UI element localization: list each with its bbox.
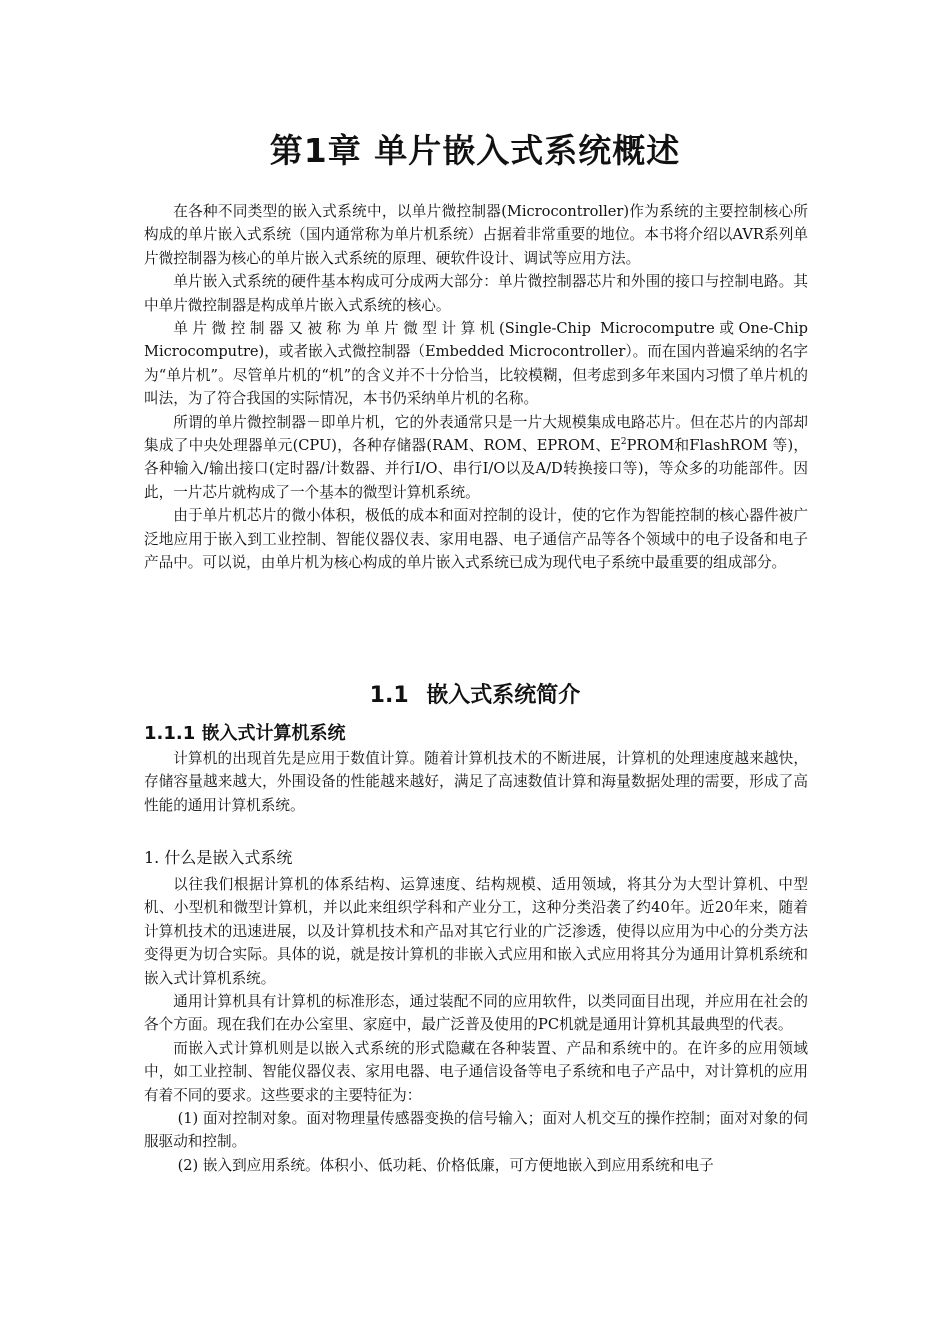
section-title: 1.1 嵌入式系统简介 — [369, 683, 581, 708]
item-paragraph: 通用计算机具有计算机的标准形态，通过装配不同的应用软件，以类同面目出现，并应用在社会的各个方面。现在我们在办公室里、家庭中，最广泛普及使用的PC机就是通用计算机其最典型的代表。 — [144, 993, 808, 1034]
subsection-paragraph: 计算机的出现首先是应用于数值计算。随着计算机技术的不断进展，计算机的处理速度越来越快，存储容量越来越大，外围设备的性能越来越好，满足了高速数值计算和海量数据处理的需要，形成了高性能的通用计算机系统。 — [144, 750, 808, 814]
item-list-entry: (2) 嵌入到应用系统。体积小、低功耗、价格低廉，可方便地嵌入到应用系统和电子 — [177, 1156, 714, 1174]
item-text — [144, 873, 808, 1177]
item-paragraph: 以往我们根据计算机的体系结构、运算速度、结构规模、适用领域，将其分为大型计算机、中型机、小型机和微型计算机，并以此来组织学科和产业分工，这种分类沿袭了约40年。近20年来，随着计算机技术的迅速进展，以及计算机技术和产品对其它行业的广泛渗透，使得以应用为中心的分类方法变得更为切合实际。具体的说，就是按计算机的非嵌入式应用和嵌入式应用将其分为通用计算机系统和嵌入式计算机系统。 — [144, 876, 808, 987]
intro-paragraph: 单片微控制器又被称为单片微型计算机(Single-Chip Microcomputre或One-Chip Microcomputre)，或者嵌入式微控制器（Embedded Microcontroller）。而在国内普遍采纳的名字为“单片机”。尽管单片机的“机”的含义并不十分恰当，比较模糊，但考虑到多年来国内习惯了单片机的叫法，为了符合我国的实际情况，本书仍采纳单片机的名称。 — [144, 320, 808, 408]
item-list-entry: (1) 面对控制对象。面对物理量传感器变换的信号输入；面对人机交互的操作控制；面对对象的伺服驱动和控制。 — [144, 1110, 808, 1151]
chapter-title: 第1章 单片嵌入式系统概述 — [269, 131, 681, 170]
intro-paragraph: 在各种不同类型的嵌入式系统中，以单片微控制器(Microcontroller)作为系统的主要控制核心所构成的单片嵌入式系统（国内通常称为单片机系统）占据着非常重要的地位。本书将介绍以AVR系列单片微控制器为核心的单片嵌入式系统的原理、硬软件设计、调试等应用方法。 — [144, 203, 808, 267]
intro-paragraph: 单片嵌入式系统的硬件基本构成可分成两大部分：单片微控制器芯片和外围的接口与控制电路。其中单片微控制器是构成单片嵌入式系统的核心。 — [144, 273, 808, 314]
intro-paragraph-part: PROM和FlashROM 等)，各种输入/输出接口(定时器/计数器、并行I/O、串行I/O以及A/D转换接口等)，等众多的功能部件。因此，一片芯片就构成了一个基本的微型计算机系统。 — [144, 437, 809, 501]
superscript: 2 — [620, 437, 627, 448]
subsection-title: 1.1.1 嵌入式计算机系统 — [144, 723, 346, 744]
subsection-text — [144, 747, 808, 817]
intro-paragraph: 由于单片机芯片的微小体积，极低的成本和面对控制的设计，使的它作为智能控制的核心器件被广泛地应用于嵌入到工业控制、智能仪器仪表、家用电器、电子通信产品等各个领域中的电子设备和电子产品中。可以说，由单片机为核心构成的单片嵌入式系统已成为现代电子系统中最重要的组成部分。 — [144, 507, 808, 572]
item-paragraph: 而嵌入式计算机则是以嵌入式系统的形式隐藏在各种装置、产品和系统中的。在许多的应用领域中，如工业控制、智能仪器仪表、家用电器、电子通信设备等电子系统和电子产品中，对计算机的应用有着不同的要求。这些要求的主要特征为： — [144, 1039, 808, 1104]
intro-paragraph — [144, 411, 808, 505]
intro-text — [144, 200, 808, 575]
intro-paragraph-part: 所谓的单片微控制器－即单片机，它的外表通常只是一片大规模集成电路芯片。但在芯片的内部却集成了中央处理器单元(CPU)，各种存储器(RAM、ROM、EPROM、E — [144, 413, 808, 455]
item-heading: 1. 什么是嵌入式系统 — [144, 848, 293, 867]
